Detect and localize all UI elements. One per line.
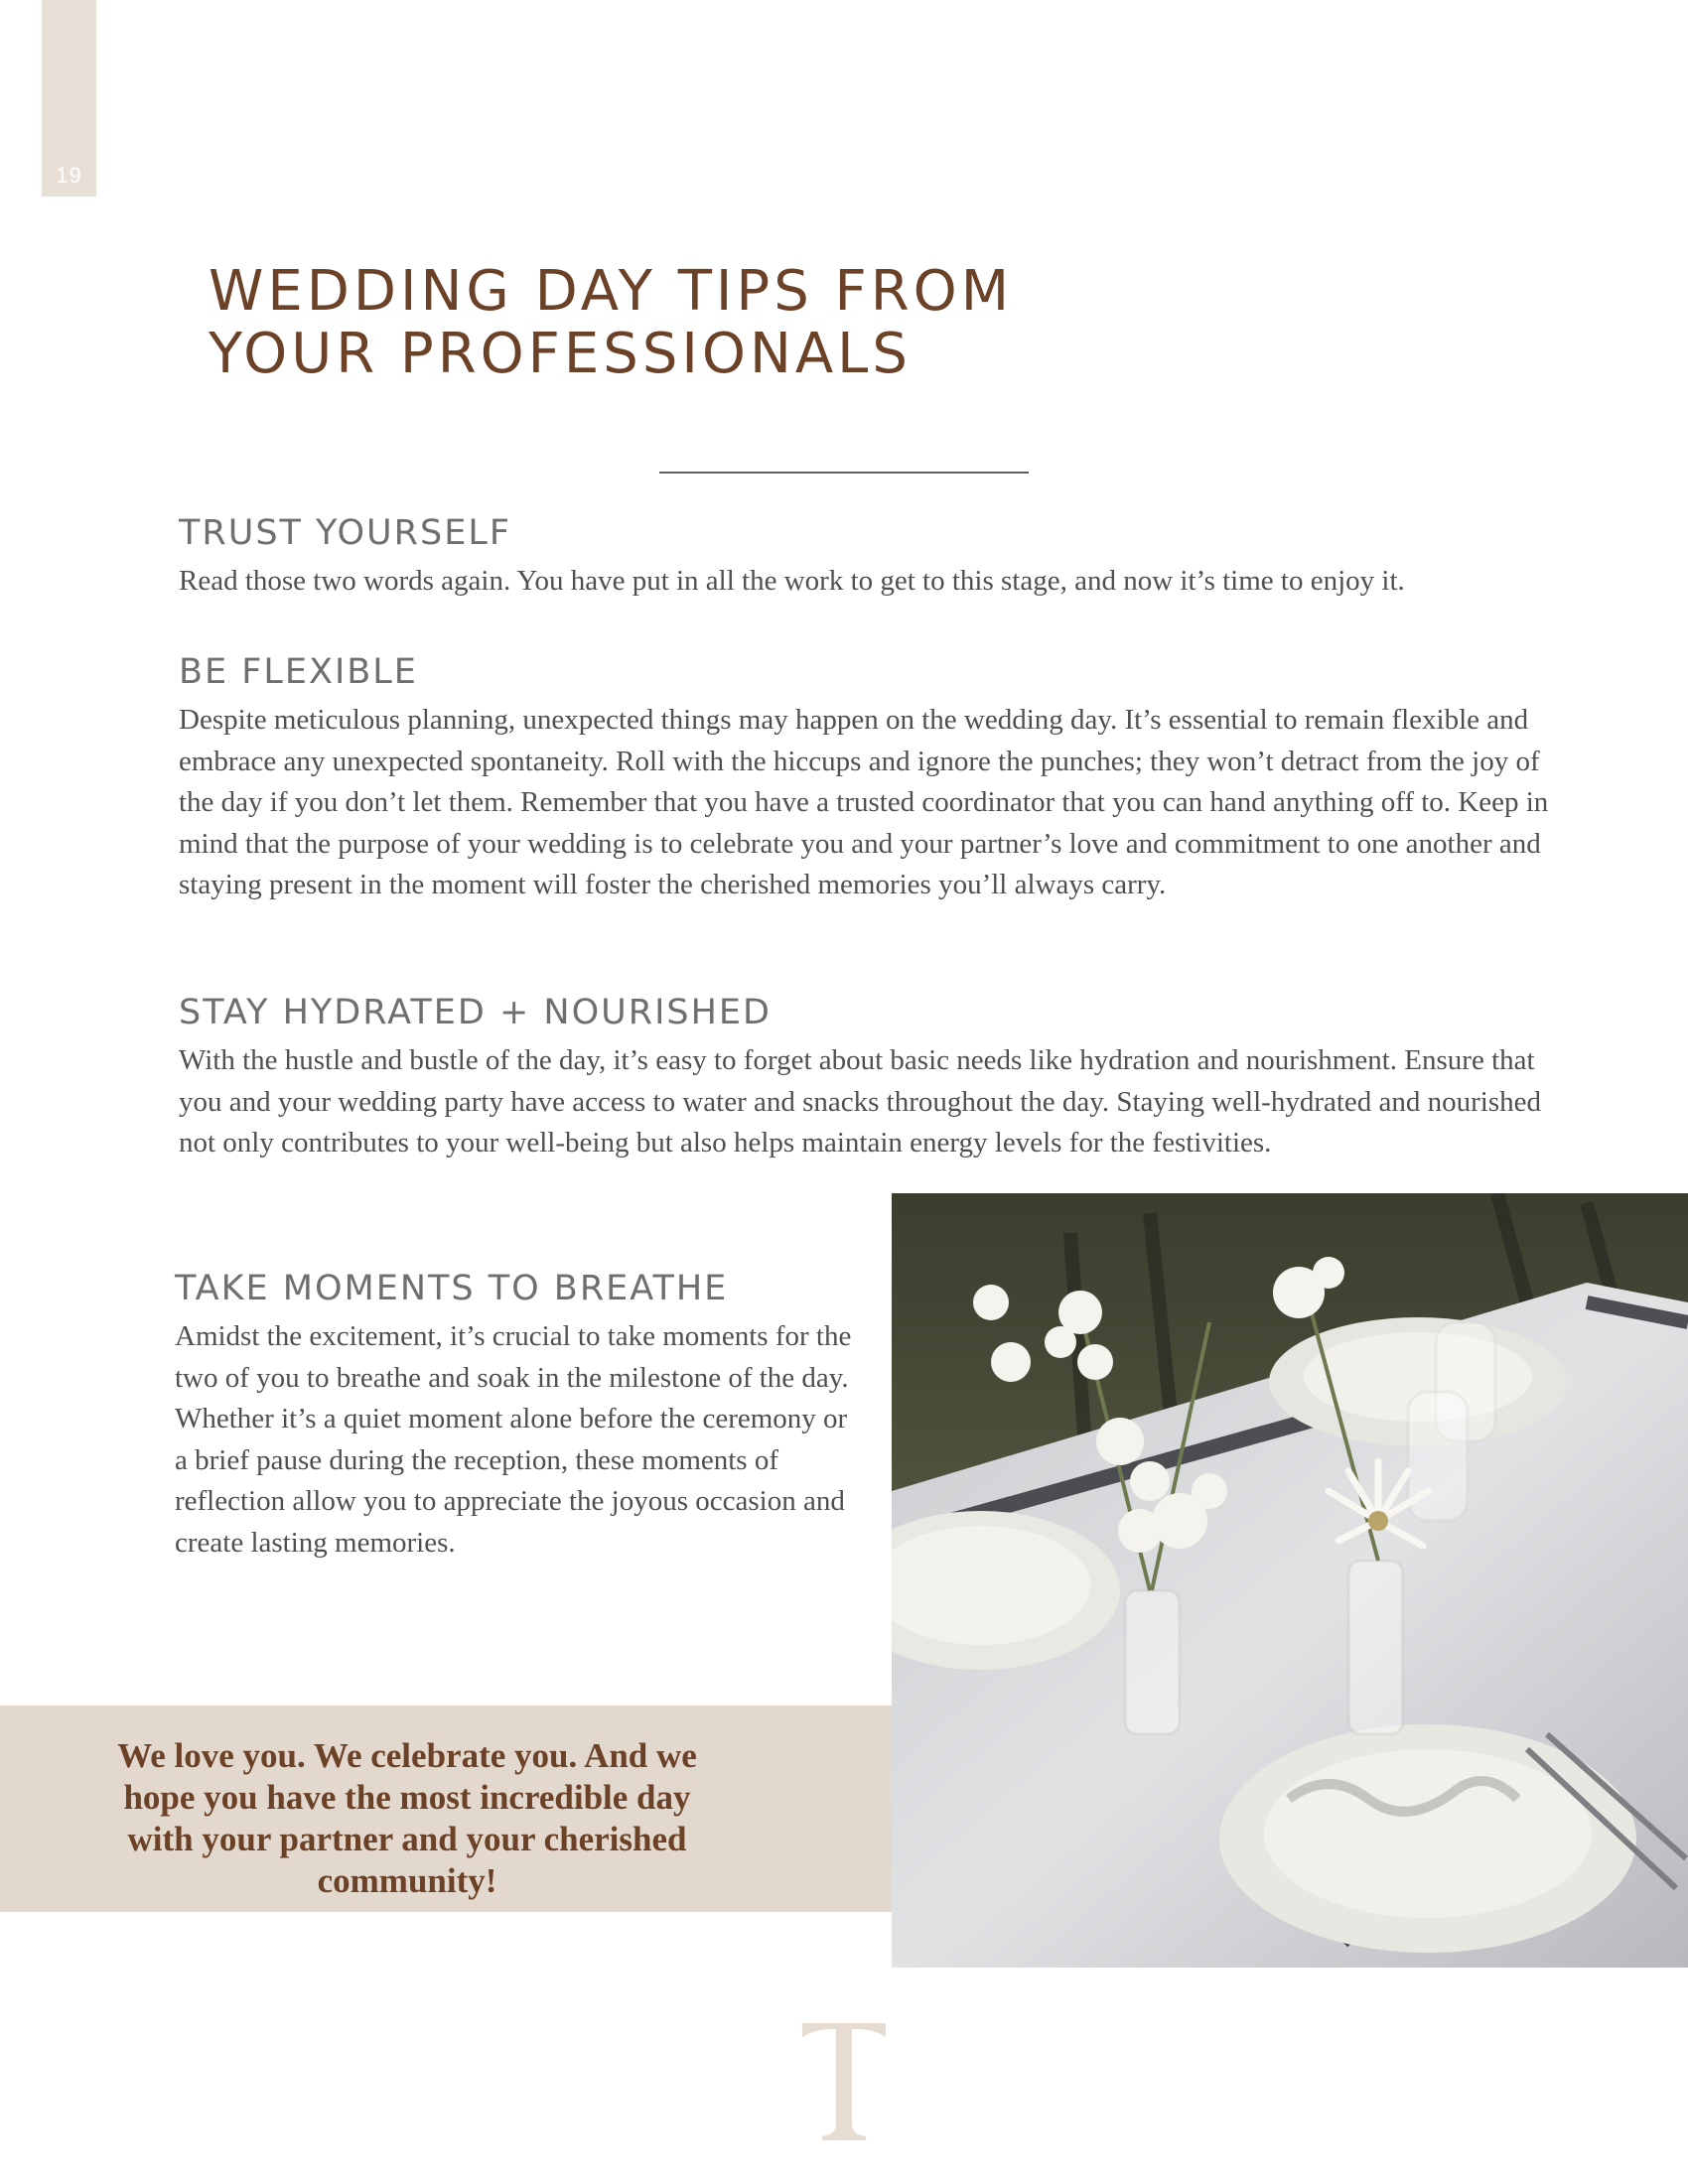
section-body: Amidst the excitement, it’s crucial to take moments for the two of you to breathe and soak in the milestone of the day. Whether it’s a quiet moment alone before the ceremony or a brief pause during the reception, these moments of reflection allow you to appreciate the joyous occasion and create lasting memories. (175, 1320, 852, 1559)
section-body: Read those two words again. You have put in all the work to get to this stage, and now it’s time to enjoy it. (179, 565, 1405, 597)
page-title (209, 260, 1201, 385)
monogram-t-icon (794, 2015, 894, 2144)
title-divider (659, 472, 1029, 474)
section-body: Despite meticulous planning, unexpected things may happen on the wedding day. It’s essential to remain flexible and embrace any unexpected spontaneity. Roll with the hiccups and ignore the punches; they won’t detract from the joy of the day if you don’t let them. Remember that you have a trusted coordinator that you can hand anything off to. Keep in mind that the purpose of your wedding is to celebrate you and your partner’s love and commitment to one another and staying present in the moment will foster the cherished memories you’ll always carry. (179, 704, 1549, 900)
section-heading: TRUST YOURSELF (179, 513, 511, 553)
page-number: 19 (56, 163, 82, 188)
section-take-moments (175, 1267, 860, 1564)
section-trust-yourself (179, 511, 1549, 603)
section-body: With the hustle and bustle of the day, it’s easy to forget about basic needs like hydration and nourishment. Ensure that you and your wedding party have access to water and snacks throughout the day. Staying well-hydrated and nourished not only contributes to your well-being but also helps maintain energy levels for the festivities. (179, 1044, 1542, 1159)
page-tab (42, 0, 96, 197)
section-heading: STAY HYDRATED + NOURISHED (179, 993, 772, 1032)
page-title-line-2: YOUR PROFESSIONALS (209, 322, 912, 386)
section-heading: TAKE MOMENTS TO BREATHE (175, 1269, 729, 1308)
section-be-flexible (179, 650, 1549, 906)
monogram-logo (794, 2015, 894, 2144)
table-setting-illustration (892, 1193, 1688, 1968)
closing-quote: We love you. We celebrate you. And we hope you have the most incredible day with your partner and your cherished community! (117, 1736, 697, 1900)
quote-band (0, 1706, 892, 1912)
page-title-line-1: WEDDING DAY TIPS FROM (209, 259, 1014, 324)
table-setting-photo (892, 1193, 1688, 1968)
section-heading: BE FLEXIBLE (179, 652, 418, 692)
section-stay-hydrated (179, 991, 1549, 1164)
